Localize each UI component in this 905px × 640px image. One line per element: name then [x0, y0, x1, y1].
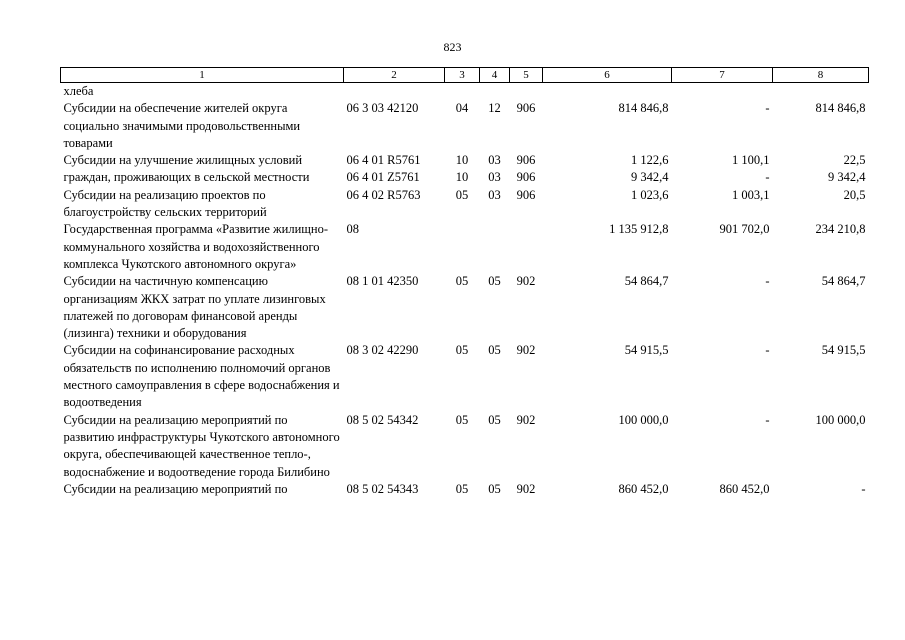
subsection-code-cell: [480, 187, 510, 222]
regional-amount: -: [861, 481, 866, 496]
federal-amount-cell: [672, 221, 773, 273]
section-code-cell: [445, 481, 480, 498]
regional-amount: 9 342,4: [828, 170, 866, 185]
subsection-code-cell: [480, 273, 510, 342]
budget-classification-code: 08 3 02 42290: [346, 343, 419, 358]
column-number-header-row: [61, 68, 869, 83]
total-amount: 100 000,0: [618, 412, 669, 427]
subsection-code-cell: [480, 412, 510, 481]
table-row: [61, 100, 869, 152]
table-row: [61, 481, 869, 498]
total-amount: 1 122,6: [631, 153, 669, 168]
expense-item-name: Субсидии на улучшение жилищных условий граждан, проживающих в сельской местности: [63, 153, 310, 185]
page-number: 823: [443, 40, 462, 54]
total-amount: 814 846,8: [618, 101, 669, 116]
total-amount: 1 023,6: [631, 187, 669, 202]
table-row: [61, 342, 869, 411]
regional-amount: 234 210,8: [815, 222, 866, 237]
federal-amount-cell: [672, 83, 773, 101]
column-header-code: 2: [344, 68, 445, 83]
regional-amount: 54 864,7: [821, 274, 866, 289]
total-amount-cell: [543, 187, 672, 222]
total-amount: 9 342,4: [631, 170, 669, 185]
total-amount-cell: [543, 342, 672, 411]
expense-type-code-cell: [510, 273, 543, 342]
expense-type-code-cell: [510, 481, 543, 498]
expense-type-code: 902: [516, 412, 536, 427]
federal-amount: -: [765, 170, 770, 185]
expense-type-code-cell: [510, 83, 543, 101]
subsection-code: 05: [488, 274, 501, 289]
section-code-cell: [445, 83, 480, 101]
column-header-razdel: 3: [445, 68, 480, 83]
regional-amount: 814 846,8: [815, 101, 866, 116]
subsection-code-cell: [480, 152, 510, 187]
regional-amount: 100 000,0: [815, 412, 866, 427]
regional-amount-cell: [773, 273, 869, 342]
budget-classification-code-cell: [344, 481, 445, 498]
expense-type-code: 902: [516, 343, 536, 358]
column-header-total: 6: [543, 68, 672, 83]
federal-amount: 901 702,0: [719, 222, 770, 237]
column-header-regional: 8: [773, 68, 869, 83]
regional-amount: 22,5: [843, 153, 866, 168]
regional-amount-cell: [773, 481, 869, 498]
section-code-cell: [445, 342, 480, 411]
table-row: [61, 273, 869, 342]
expense-type-code: 906: [516, 187, 536, 202]
federal-amount-cell: [672, 481, 773, 498]
table-row: [61, 83, 869, 101]
federal-amount-cell: [672, 273, 773, 342]
column-header-name: 1: [61, 68, 344, 83]
total-amount: 860 452,0: [618, 481, 669, 496]
subsection-code: 05: [488, 343, 501, 358]
expense-type-code: 902: [516, 481, 536, 496]
budget-classification-code: 08 5 02 54343: [346, 481, 419, 496]
subsection-code: 03: [488, 187, 501, 202]
budget-classification-code-cell: [344, 342, 445, 411]
section-code: 04: [455, 101, 469, 116]
expense-item-name: Государственная программа «Развитие жилищно-коммунального хозяйства и водохозяйственного комплекса Чукотского автономного округа»: [63, 222, 328, 271]
total-amount-cell: [543, 152, 672, 187]
column-header-federal: 7: [672, 68, 773, 83]
expense-type-code-cell: [510, 221, 543, 273]
budget-classification-code-cell: [344, 100, 445, 152]
regional-amount: 20,5: [843, 187, 866, 202]
section-code-cell: [445, 187, 480, 222]
federal-amount: 860 452,0: [719, 481, 770, 496]
total-amount-cell: [543, 221, 672, 273]
regional-amount-cell: [773, 187, 869, 222]
subsection-code-cell: [480, 342, 510, 411]
section-code: 05: [455, 481, 469, 496]
regional-amount: 54 915,5: [821, 343, 866, 358]
column-header-vr: 5: [510, 68, 543, 83]
total-amount: 1 135 912,8: [609, 222, 669, 237]
expense-item-name: Субсидии на обеспечение жителей округа социально значимыми продовольственными товарами: [63, 101, 301, 150]
regional-amount-cell: [773, 342, 869, 411]
expense-type-code-cell: [510, 342, 543, 411]
federal-amount-cell: [672, 412, 773, 481]
subsection-code: 05: [488, 481, 501, 496]
total-amount-cell: [543, 83, 672, 101]
budget-classification-code: 06 4 01 Z5761: [346, 170, 420, 185]
section-code-cell: [445, 100, 480, 152]
federal-amount: -: [765, 412, 770, 427]
subsection-code: 12: [488, 101, 501, 116]
expense-type-code-cell: [510, 187, 543, 222]
budget-classification-code: 06 4 01 R5761: [346, 153, 421, 168]
budget-classification-code: 08 1 01 42350: [346, 274, 419, 289]
budget-classification-code-cell: [344, 152, 445, 187]
expense-type-code: 906: [516, 170, 536, 185]
subsection-code-cell: [480, 221, 510, 273]
column-header-podrazdel: 4: [480, 68, 510, 83]
total-amount-cell: [543, 100, 672, 152]
budget-classification-code-cell: [344, 273, 445, 342]
section-code-cell: [445, 221, 480, 273]
total-amount-cell: [543, 273, 672, 342]
federal-amount-cell: [672, 152, 773, 187]
budget-table: [60, 67, 869, 498]
expense-item-name: хлеба: [63, 84, 94, 98]
expense-type-code: 906: [516, 153, 536, 168]
subsection-code-cell: [480, 83, 510, 101]
section-code-cell: [445, 152, 480, 187]
table-row: [61, 221, 869, 273]
section-code: 10: [455, 153, 469, 168]
expense-item-name: Субсидии на реализацию мероприятий по: [63, 481, 288, 496]
section-code: 05: [455, 187, 469, 202]
regional-amount-cell: [773, 221, 869, 273]
table-row: [61, 187, 869, 222]
total-amount: 54 864,7: [624, 274, 669, 289]
section-code: 05: [455, 274, 469, 289]
total-amount-cell: [543, 412, 672, 481]
budget-classification-code: 08: [346, 222, 359, 237]
subsection-code: 05: [488, 412, 501, 427]
expense-type-code-cell: [510, 412, 543, 481]
budget-classification-code-cell: [344, 83, 445, 101]
federal-amount: -: [765, 343, 770, 358]
regional-amount-cell: [773, 83, 869, 101]
regional-amount-cell: [773, 412, 869, 481]
subsection-code: 03: [488, 153, 501, 168]
federal-amount: -: [765, 101, 770, 116]
section-code-cell: [445, 273, 480, 342]
total-amount-cell: [543, 481, 672, 498]
total-amount: 54 915,5: [624, 343, 669, 358]
federal-amount: 1 003,1: [732, 187, 770, 202]
expense-item-name: Субсидии на частичную компенсацию организациям ЖКХ затрат по уплате лизинговых платежей по договорам финансовой аренды (лизинга) техники и оборудования: [63, 274, 326, 341]
federal-amount-cell: [672, 187, 773, 222]
table-row: [61, 152, 869, 187]
section-code: 05: [455, 343, 469, 358]
budget-classification-code: 06 3 03 42120: [346, 101, 419, 116]
federal-amount: 1 100,1: [732, 153, 770, 168]
regional-amount-cell: [773, 152, 869, 187]
expense-type-code: 902: [516, 274, 536, 289]
section-code: 10: [455, 170, 469, 185]
expense-type-code: 906: [516, 101, 536, 116]
federal-amount-cell: [672, 100, 773, 152]
table-row: [61, 412, 869, 481]
section-code-cell: [445, 412, 480, 481]
expense-item-name: Субсидии на реализацию проектов по благоустройству сельских территорий: [63, 187, 267, 220]
federal-amount: -: [765, 274, 770, 289]
federal-amount-cell: [672, 342, 773, 411]
budget-classification-code-cell: [344, 221, 445, 273]
subsection-code-cell: [480, 481, 510, 498]
subsection-code: 03: [488, 170, 501, 185]
budget-classification-code-cell: [344, 412, 445, 481]
regional-amount-cell: [773, 100, 869, 152]
expense-item-name: Субсидии на реализацию мероприятий по развитию инфраструктуры Чукотского автономного округа, обеспечивающей качественное тепло-, водоснабжение и водоотведение города Билибино: [63, 412, 340, 479]
subsection-code-cell: [480, 100, 510, 152]
section-code: 05: [455, 412, 469, 427]
budget-classification-code: 08 5 02 54342: [346, 412, 419, 427]
budget-classification-code: 06 4 02 R5763: [346, 187, 421, 202]
table-body: [61, 83, 869, 499]
budget-classification-code-cell: [344, 187, 445, 222]
expense-type-code-cell: [510, 100, 543, 152]
expense-item-name: Субсидии на софинансирование расходных обязательств по исполнению полномочий органов местного самоуправления в сфере водоснабжения и водоотведения: [63, 343, 340, 410]
expense-type-code-cell: [510, 152, 543, 187]
